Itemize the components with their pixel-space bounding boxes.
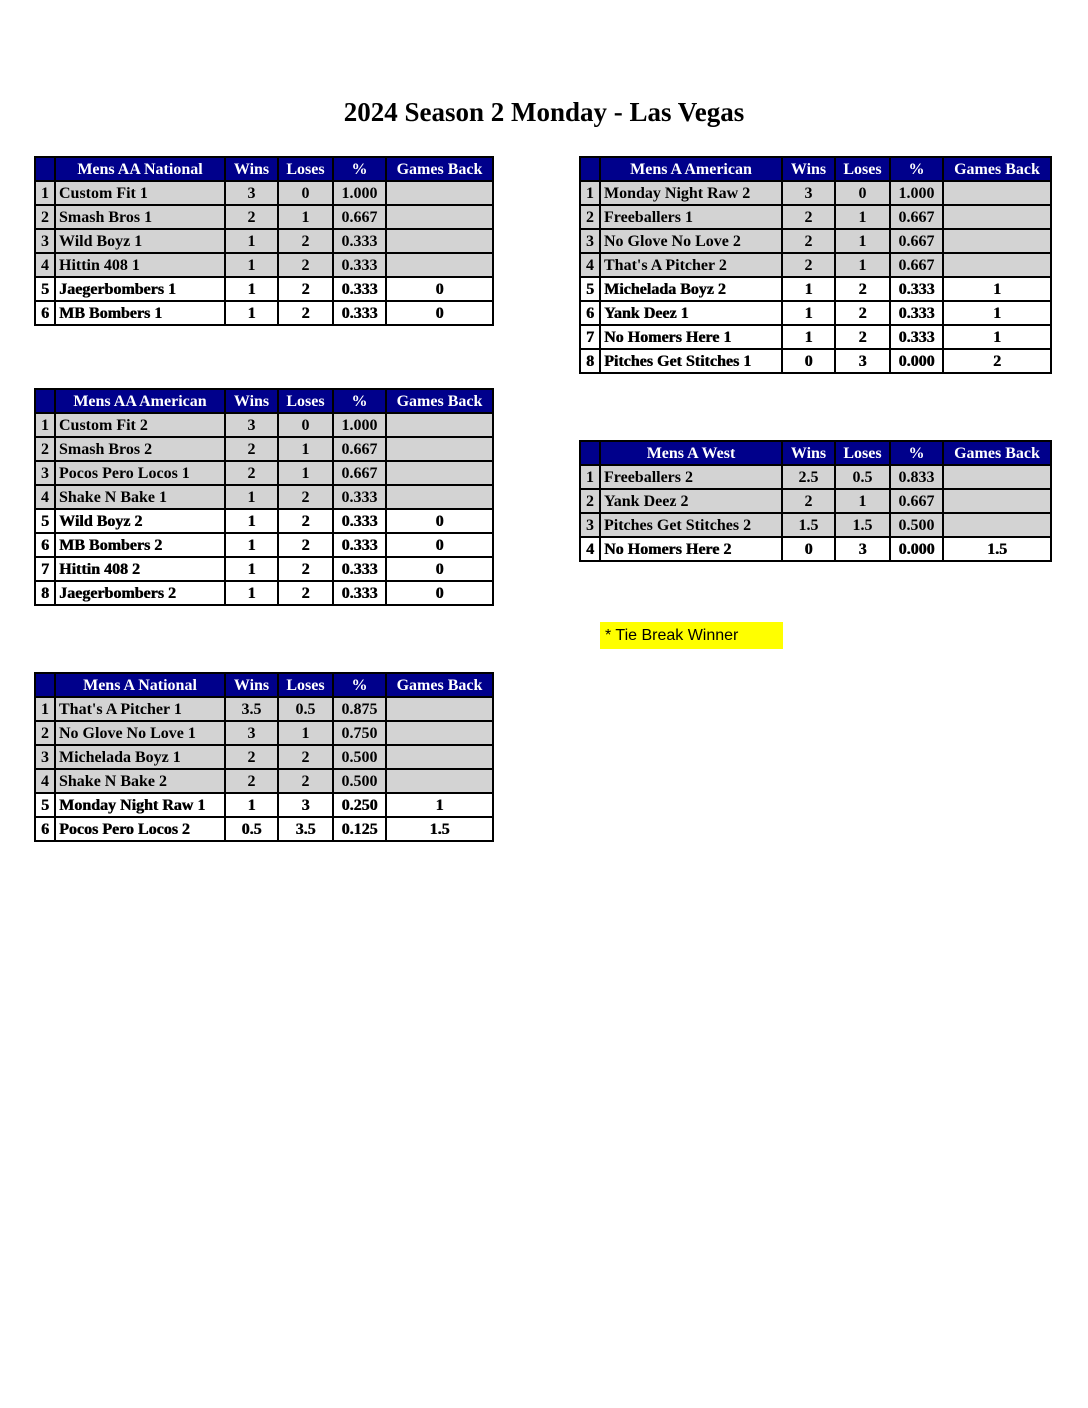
rank-cell: 4: [580, 253, 600, 277]
loses-cell: 2: [278, 769, 333, 793]
standings-table-a-national: [34, 672, 494, 842]
table-row: [580, 513, 1051, 537]
loses-cell: 0.5: [278, 697, 333, 721]
wins-header: Wins: [225, 673, 278, 697]
pct-cell: 1.000: [333, 181, 386, 205]
rank-cell: 2: [35, 437, 55, 461]
rank-cell: 1: [35, 697, 55, 721]
loses-cell: 0: [835, 181, 890, 205]
wins-cell: 0: [782, 349, 835, 373]
pct-cell: 0.000: [890, 349, 943, 373]
wins-cell: 2: [782, 253, 835, 277]
table-row: [35, 769, 493, 793]
wins-cell: 2: [782, 229, 835, 253]
games-back-cell: [386, 485, 493, 509]
games-back-cell: [386, 253, 493, 277]
wins-cell: 1: [225, 229, 278, 253]
wins-cell: 1: [225, 509, 278, 533]
team-name-cell: Custom Fit 2: [55, 413, 225, 437]
table-row: [35, 817, 493, 841]
division-name: Mens AA National: [55, 157, 225, 181]
games-back-cell: [943, 253, 1051, 277]
loses-cell: 1.5: [835, 513, 890, 537]
table-row: [580, 349, 1051, 373]
table-row: [35, 461, 493, 485]
loses-header: Loses: [278, 389, 333, 413]
table-row: [580, 301, 1051, 325]
pct-cell: 0.500: [333, 745, 386, 769]
table-header-row: [580, 441, 1051, 465]
loses-cell: 2: [278, 277, 333, 301]
wins-cell: 1: [782, 325, 835, 349]
rank-cell: 5: [35, 509, 55, 533]
pct-cell: 0.750: [333, 721, 386, 745]
rank-cell: 8: [35, 581, 55, 605]
loses-cell: 2: [278, 301, 333, 325]
pct-cell: 0.333: [890, 277, 943, 301]
loses-header: Loses: [278, 673, 333, 697]
games-back-cell: [386, 181, 493, 205]
pct-cell: 0.333: [333, 509, 386, 533]
pct-cell: 0.500: [890, 513, 943, 537]
loses-cell: 0.5: [835, 465, 890, 489]
rank-cell: 8: [580, 349, 600, 373]
loses-cell: 1: [835, 489, 890, 513]
team-name-cell: Hittin 408 1: [55, 253, 225, 277]
loses-cell: 3: [835, 349, 890, 373]
pct-cell: 0.000: [890, 537, 943, 561]
games-back-header: Games Back: [386, 389, 493, 413]
team-name-cell: MB Bombers 2: [55, 533, 225, 557]
pct-header: %: [890, 441, 943, 465]
pct-cell: 0.333: [333, 557, 386, 581]
table-header-row: [580, 157, 1051, 181]
wins-cell: 1.5: [782, 513, 835, 537]
table-row: [580, 229, 1051, 253]
rank-cell: 1: [580, 465, 600, 489]
team-name-cell: Hittin 408 2: [55, 557, 225, 581]
pct-cell: 0.125: [333, 817, 386, 841]
wins-header: Wins: [782, 157, 835, 181]
wins-cell: 1: [225, 793, 278, 817]
loses-cell: 2: [278, 229, 333, 253]
rank-cell: 3: [580, 513, 600, 537]
rank-cell: 5: [580, 277, 600, 301]
games-back-cell: 2: [943, 349, 1051, 373]
loses-cell: 2: [278, 745, 333, 769]
pct-cell: 0.667: [890, 205, 943, 229]
team-name-cell: Pocos Pero Locos 2: [55, 817, 225, 841]
team-name-cell: That's A Pitcher 2: [600, 253, 782, 277]
rank-cell: 6: [35, 533, 55, 557]
wins-cell: 2: [225, 205, 278, 229]
table-header-row: [35, 157, 493, 181]
wins-header: Wins: [225, 157, 278, 181]
rank-cell: 7: [580, 325, 600, 349]
table-row: [35, 697, 493, 721]
table-row: [35, 793, 493, 817]
team-name-cell: That's A Pitcher 1: [55, 697, 225, 721]
team-name-cell: Jaegerbombers 2: [55, 581, 225, 605]
rank-header: [580, 441, 600, 465]
team-name-cell: Wild Boyz 1: [55, 229, 225, 253]
table-header-row: [35, 389, 493, 413]
games-back-cell: [943, 513, 1051, 537]
games-back-cell: [943, 205, 1051, 229]
standings-table-aa-national: [34, 156, 494, 326]
rank-cell: 7: [35, 557, 55, 581]
loses-cell: 2: [278, 509, 333, 533]
team-name-cell: Freeballers 2: [600, 465, 782, 489]
team-name-cell: Jaegerbombers 1: [55, 277, 225, 301]
table-row: [35, 205, 493, 229]
rank-cell: 1: [580, 181, 600, 205]
loses-header: Loses: [835, 441, 890, 465]
wins-cell: 2.5: [782, 465, 835, 489]
wins-cell: 0: [782, 537, 835, 561]
wins-cell: 1: [225, 533, 278, 557]
wins-cell: 1: [225, 277, 278, 301]
games-back-cell: [943, 229, 1051, 253]
table-row: [580, 325, 1051, 349]
rank-cell: 3: [580, 229, 600, 253]
games-back-cell: 1: [943, 301, 1051, 325]
division-name: Mens A West: [600, 441, 782, 465]
table-row: [35, 485, 493, 509]
games-back-cell: 1.5: [943, 537, 1051, 561]
table-row: [35, 437, 493, 461]
team-name-cell: No Homers Here 2: [600, 537, 782, 561]
pct-header: %: [333, 389, 386, 413]
pct-cell: 0.667: [890, 229, 943, 253]
pct-cell: 0.667: [333, 461, 386, 485]
team-name-cell: Pocos Pero Locos 1: [55, 461, 225, 485]
team-name-cell: Smash Bros 2: [55, 437, 225, 461]
team-name-cell: Custom Fit 1: [55, 181, 225, 205]
loses-cell: 1: [278, 437, 333, 461]
team-name-cell: No Homers Here 1: [600, 325, 782, 349]
page-title: 2024 Season 2 Monday - Las Vegas: [343, 97, 745, 127]
rank-cell: 3: [35, 745, 55, 769]
pct-cell: 0.500: [333, 769, 386, 793]
games-back-header: Games Back: [386, 673, 493, 697]
games-back-cell: [386, 437, 493, 461]
rank-header: [580, 157, 600, 181]
pct-cell: 0.333: [333, 581, 386, 605]
wins-cell: 3: [225, 181, 278, 205]
games-back-cell: [386, 697, 493, 721]
pct-cell: 0.333: [333, 485, 386, 509]
table-row: [35, 581, 493, 605]
loses-cell: 1: [278, 461, 333, 485]
loses-header: Loses: [278, 157, 333, 181]
loses-cell: 1: [835, 229, 890, 253]
loses-cell: 0: [278, 413, 333, 437]
team-name-cell: Shake N Bake 2: [55, 769, 225, 793]
wins-cell: 2: [225, 769, 278, 793]
wins-cell: 3: [225, 413, 278, 437]
tie-break-note: * Tie Break Winner: [600, 622, 783, 649]
table-row: [580, 253, 1051, 277]
pct-cell: 0.833: [890, 465, 943, 489]
games-back-cell: 1.5: [386, 817, 493, 841]
loses-cell: 2: [278, 533, 333, 557]
games-back-cell: [386, 461, 493, 485]
wins-cell: 2: [225, 437, 278, 461]
games-back-cell: 1: [386, 793, 493, 817]
games-back-cell: 1: [943, 325, 1051, 349]
division-name: Mens A National: [55, 673, 225, 697]
team-name-cell: Pitches Get Stitches 2: [600, 513, 782, 537]
pct-cell: 0.333: [333, 301, 386, 325]
loses-cell: 2: [835, 325, 890, 349]
loses-cell: 2: [835, 301, 890, 325]
wins-cell: 1: [225, 485, 278, 509]
rank-cell: 2: [35, 721, 55, 745]
table-row: [35, 253, 493, 277]
loses-cell: 1: [278, 721, 333, 745]
table-row: [35, 533, 493, 557]
wins-cell: 3.5: [225, 697, 278, 721]
rank-header: [35, 389, 55, 413]
team-name-cell: Wild Boyz 2: [55, 509, 225, 533]
pct-cell: 0.333: [333, 533, 386, 557]
table-header-row: [35, 673, 493, 697]
loses-cell: 2: [278, 581, 333, 605]
team-name-cell: Yank Deez 1: [600, 301, 782, 325]
loses-cell: 1: [835, 205, 890, 229]
team-name-cell: No Glove No Love 2: [600, 229, 782, 253]
team-name-cell: Michelada Boyz 1: [55, 745, 225, 769]
games-back-cell: 0: [386, 533, 493, 557]
wins-header: Wins: [225, 389, 278, 413]
pct-cell: 0.333: [890, 325, 943, 349]
table-row: [35, 557, 493, 581]
table-row: [35, 745, 493, 769]
wins-cell: 3: [225, 721, 278, 745]
wins-cell: 1: [225, 557, 278, 581]
rank-cell: 2: [580, 489, 600, 513]
games-back-header: Games Back: [943, 157, 1051, 181]
games-back-cell: [386, 745, 493, 769]
pct-cell: 0.667: [890, 489, 943, 513]
table-row: [580, 465, 1051, 489]
table-row: [580, 489, 1051, 513]
rank-cell: 6: [35, 301, 55, 325]
loses-cell: 3: [278, 793, 333, 817]
wins-cell: 1: [225, 581, 278, 605]
pct-cell: 0.667: [333, 205, 386, 229]
loses-cell: 3: [835, 537, 890, 561]
games-back-cell: [386, 205, 493, 229]
loses-cell: 2: [278, 485, 333, 509]
table-row: [35, 509, 493, 533]
pct-cell: 1.000: [333, 413, 386, 437]
team-name-cell: Monday Night Raw 1: [55, 793, 225, 817]
team-name-cell: No Glove No Love 1: [55, 721, 225, 745]
games-back-cell: [943, 181, 1051, 205]
games-back-header: Games Back: [943, 441, 1051, 465]
table-row: [580, 205, 1051, 229]
team-name-cell: Freeballers 1: [600, 205, 782, 229]
team-name-cell: Yank Deez 2: [600, 489, 782, 513]
rank-cell: 3: [35, 229, 55, 253]
games-back-cell: 1: [943, 277, 1051, 301]
loses-cell: 2: [278, 557, 333, 581]
wins-cell: 1: [782, 277, 835, 301]
pct-cell: 1.000: [890, 181, 943, 205]
loses-cell: 0: [278, 181, 333, 205]
pct-cell: 0.333: [890, 301, 943, 325]
table-row: [35, 413, 493, 437]
wins-cell: 0.5: [225, 817, 278, 841]
division-name: Mens A American: [600, 157, 782, 181]
loses-cell: 1: [835, 253, 890, 277]
wins-cell: 2: [782, 489, 835, 513]
table-row: [580, 181, 1051, 205]
pct-header: %: [333, 673, 386, 697]
rank-cell: 4: [35, 769, 55, 793]
pct-header: %: [890, 157, 943, 181]
games-back-cell: [943, 489, 1051, 513]
loses-cell: 3.5: [278, 817, 333, 841]
games-back-cell: [386, 769, 493, 793]
table-row: [35, 229, 493, 253]
games-back-cell: 0: [386, 557, 493, 581]
team-name-cell: Michelada Boyz 2: [600, 277, 782, 301]
wins-cell: 2: [782, 205, 835, 229]
table-row: [580, 277, 1051, 301]
table-row: [35, 721, 493, 745]
table-row: [35, 277, 493, 301]
standings-table-a-west: [579, 440, 1052, 562]
team-name-cell: Shake N Bake 1: [55, 485, 225, 509]
wins-cell: 1: [782, 301, 835, 325]
rank-cell: 4: [35, 253, 55, 277]
division-name: Mens AA American: [55, 389, 225, 413]
team-name-cell: Smash Bros 1: [55, 205, 225, 229]
loses-header: Loses: [835, 157, 890, 181]
pct-header: %: [333, 157, 386, 181]
games-back-cell: 0: [386, 509, 493, 533]
team-name-cell: Pitches Get Stitches 1: [600, 349, 782, 373]
rank-cell: 6: [35, 817, 55, 841]
rank-cell: 6: [580, 301, 600, 325]
table-row: [35, 301, 493, 325]
games-back-header: Games Back: [386, 157, 493, 181]
pct-cell: 0.875: [333, 697, 386, 721]
pct-cell: 0.333: [333, 253, 386, 277]
wins-cell: 2: [225, 461, 278, 485]
rank-cell: 2: [35, 205, 55, 229]
table-row: [35, 181, 493, 205]
wins-header: Wins: [782, 441, 835, 465]
team-name-cell: MB Bombers 1: [55, 301, 225, 325]
team-name-cell: Monday Night Raw 2: [600, 181, 782, 205]
rank-cell: 3: [35, 461, 55, 485]
rank-cell: 4: [35, 485, 55, 509]
games-back-cell: [386, 413, 493, 437]
games-back-cell: [386, 229, 493, 253]
rank-cell: 2: [580, 205, 600, 229]
rank-header: [35, 673, 55, 697]
games-back-cell: [386, 721, 493, 745]
wins-cell: 1: [225, 301, 278, 325]
loses-cell: 2: [835, 277, 890, 301]
rank-cell: 1: [35, 181, 55, 205]
rank-cell: 1: [35, 413, 55, 437]
pct-cell: 0.667: [890, 253, 943, 277]
table-row: [580, 537, 1051, 561]
standings-table-aa-american: [34, 388, 494, 606]
games-back-cell: 0: [386, 581, 493, 605]
wins-cell: 1: [225, 253, 278, 277]
games-back-cell: 0: [386, 277, 493, 301]
loses-cell: 2: [278, 253, 333, 277]
standings-table-a-american: [579, 156, 1052, 374]
pct-cell: 0.333: [333, 229, 386, 253]
rank-cell: 4: [580, 537, 600, 561]
pct-cell: 0.667: [333, 437, 386, 461]
rank-header: [35, 157, 55, 181]
games-back-cell: 0: [386, 301, 493, 325]
loses-cell: 1: [278, 205, 333, 229]
rank-cell: 5: [35, 277, 55, 301]
pct-cell: 0.250: [333, 793, 386, 817]
pct-cell: 0.333: [333, 277, 386, 301]
wins-cell: 2: [225, 745, 278, 769]
wins-cell: 3: [782, 181, 835, 205]
games-back-cell: [943, 465, 1051, 489]
rank-cell: 5: [35, 793, 55, 817]
